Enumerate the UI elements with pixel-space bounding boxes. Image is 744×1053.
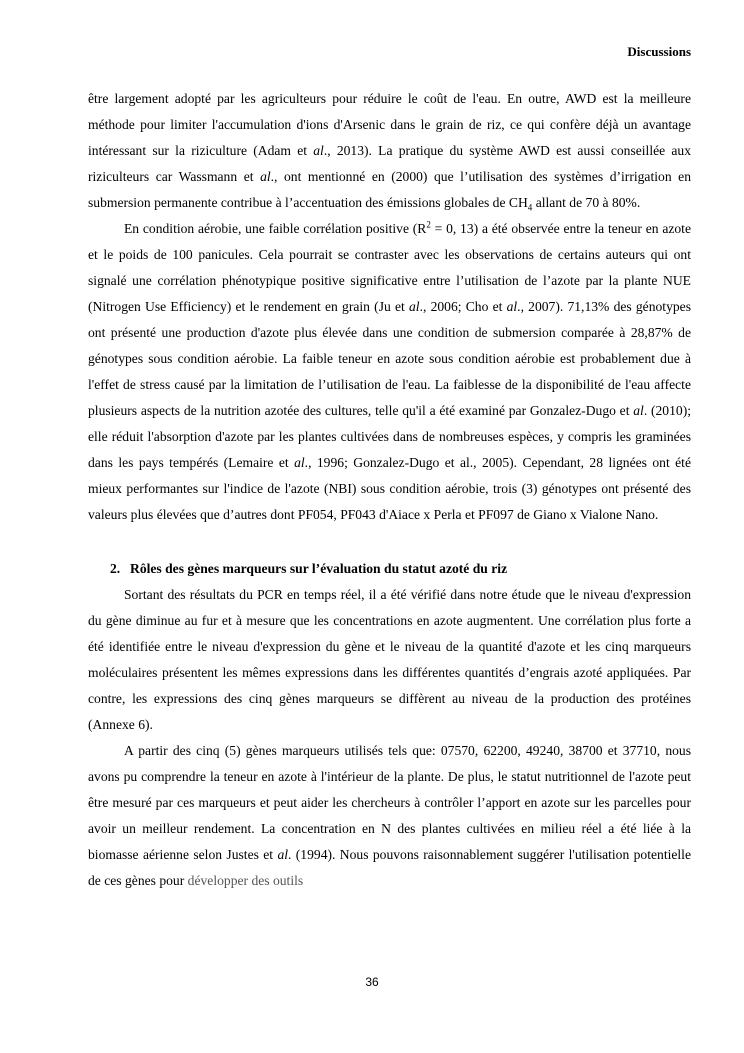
paragraph-aerobic-condition: En condition aérobie, une faible corrélation positive ($R^2 = 0$, 13) a été observée entre la teneur en azote et le poids de 100 panicules. Cela pourrait se contraster avec les observations de certains auteurs qui ont signalé une corrélation phénotypique positive significative entre l’utilisation de l’azote par la plante NUE (Nitrogen Use Efficiency) et le rendement en grain (Ju et al., 2006; Cho et al., 2007). 71,13% des génotypes ont présenté une production d'azote plus élevée dans une condition de submersion comparée à 28,87% de génotypes sous condition aérobie. La faible teneur en azote sous condition aérobie est probablement due à l'effet de stress causé par la limitation de l’utilisation de l'eau. La faiblesse de la disponibilité de l'eau affecte plusieurs aspects de la nutrition azotée des cultures, telle qu'il a été examiné par Gonzalez-Dugo et al. (2010); elle réduit l'absorption d'azote par les plantes cultivées dans de nombreuses espèces, y compris les graminées dans les pays tempérés (Lemaire et al., 1996; Gonzalez-Dugo et al., 2005). Cependant, 28 lignées ont été mieux performantes sur l'indice de l'azote (NBI) sous condition aérobie, trois (3) génotypes ont présenté des valeurs plus élevées que d’autres dont PF054, PF043 d'Aiace x Perla et PF097 de Giano x Vialone Nano. <box>88 219 692 522</box>
section-title: Rôles des gènes marqueurs sur l’évaluation du statut azoté du riz <box>130 561 508 576</box>
section-heading <box>88 556 691 582</box>
paragraph-awd: être largement adopté par les agriculteurs pour réduire le coût de l'eau. En outre, AWD est la meilleure méthode pour limiter l'accumulation d'ions d'Arsenic dans le grain de riz, ce qui confère déjà un avantage intéressant sur la riziculture (Adam et al., 2013). La pratique du système AWD est aussi conseillée aux riziculteurs car Wassmann et al., ont mentionné en (2000) que l’utilisation des systèmes d’irrigation en submersion permanente contribue à l’accentuation des émissions globales de $CH_4$ allant de 70 à 80%. <box>88 91 691 213</box>
body-text <box>88 86 691 894</box>
page-number: 36 <box>365 975 379 989</box>
section-number: 2. <box>110 561 121 576</box>
paragraph-pcr-results: Sortant des résultats du PCR en temps réel, il a été vérifié dans notre étude que le niveau d'expression du gène diminue au fur et à mesure que les concentrations en azote augmentent. Une corrélation plus forte a été identifiée entre le niveau d'expression du gène et le niveau de la quantité d'azote et les cinq marqueurs moléculaires présentent les mêmes expressions dans les différentes quantités d’engrais azoté appliquées. Par contre, les expressions des cinq gènes marqueurs se diffèrent au niveau de la production des protéines (Annexe 6). <box>88 587 691 732</box>
paragraph-marker-genes: A partir des cinq (5) gènes marqueurs utilisés tels que: 07570, 62200, 49240, 38700 et 37710, nous avons pu comprendre la teneur en azote à l'intérieur de la plante. De plus, le statut nutritionnel de l'azote peut être mesuré par ces marqueurs et peut aider les chercheurs à contrôler l’apport en azote sur les parcelles pour avoir un meilleur rendement. La concentration en N des plantes cultivées en milieu réel a été liée à la biomasse aérienne selon Justes et al. (1994). Nous pouvons raisonnablement suggérer l'utilisation potentielle de ces gènes pour développer des outils <box>88 743 691 888</box>
running-header: Discussions <box>627 44 691 59</box>
